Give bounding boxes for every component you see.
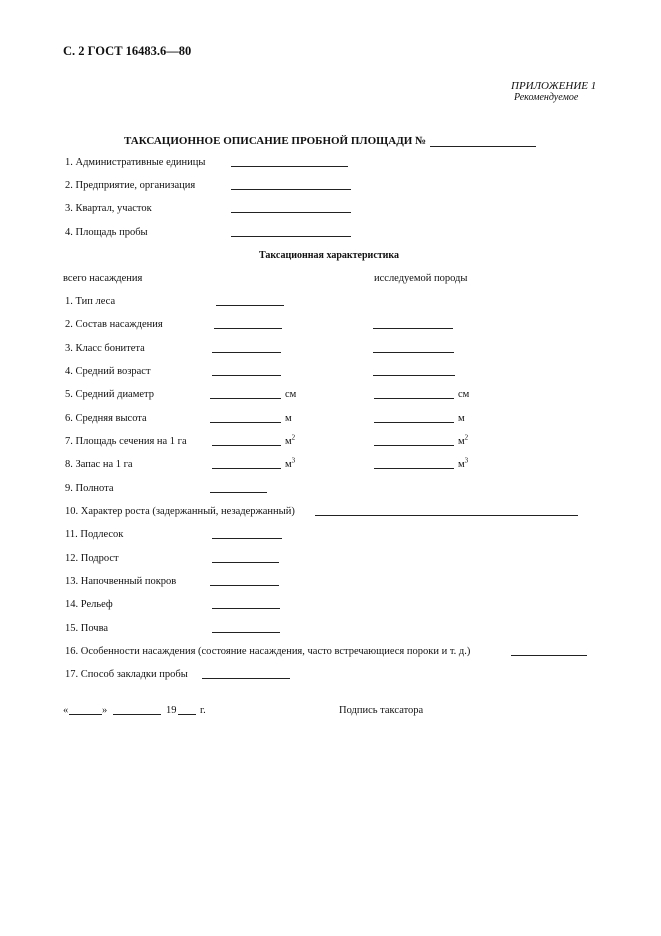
regrowth-field[interactable] (212, 562, 279, 563)
age-total-field[interactable] (212, 375, 281, 376)
row-label: 6. Средняя высота (65, 413, 147, 424)
item-label: 11. Подлесок (65, 529, 124, 540)
unit-label: $м^3$ (458, 456, 469, 470)
unit-label: $м^3$ (285, 456, 296, 470)
admin-units-field[interactable] (231, 166, 348, 167)
unit-label: см (458, 389, 470, 400)
growth-character-field[interactable] (315, 515, 578, 516)
day-field[interactable] (69, 714, 102, 715)
item-label: 15. Почва (65, 623, 109, 634)
general-item-label: 2. Предприятие, организация (65, 180, 196, 191)
density-field[interactable] (210, 492, 267, 493)
item-label: 10. Характер роста (задержанный, незадержанный) (65, 506, 295, 517)
diameter-species-field[interactable] (374, 398, 454, 399)
relief-field[interactable] (212, 608, 280, 609)
unit-label: см (285, 389, 297, 400)
height-species-field[interactable] (374, 422, 454, 423)
unit-label: м (285, 413, 292, 424)
unit-label: $м^2$ (458, 433, 469, 447)
unit-label: $м^2$ (285, 433, 296, 447)
item-label: 16. Особенности насаждения (состояние насаждения, часто встречающиеся пороки и т. д.) (65, 646, 471, 657)
row-label: 2. Состав насаждения (65, 319, 163, 330)
item-label: 14. Рельеф (65, 599, 113, 610)
general-item-label: 3. Квартал, участок (65, 203, 152, 214)
column-header-right: исследуемой породы (374, 273, 468, 284)
month-field[interactable] (113, 714, 161, 715)
plot-method-field[interactable] (202, 678, 290, 679)
stock-total-field[interactable] (212, 468, 281, 469)
document-header: С. 2 ГОСТ 16483.6—80 (63, 44, 192, 58)
basal-area-species-field[interactable] (374, 445, 454, 446)
plot-number-field[interactable] (430, 146, 536, 147)
year-suffix: г. (200, 705, 206, 716)
diameter-total-field[interactable] (210, 398, 281, 399)
unit-label: м (458, 413, 465, 424)
soil-field[interactable] (212, 632, 280, 633)
row-label: 1. Тип леса (65, 296, 116, 307)
quote-open: « (63, 705, 69, 716)
plot-area-field[interactable] (231, 236, 351, 237)
stock-species-field[interactable] (374, 468, 454, 469)
row-label: 3. Класс бонитета (65, 343, 145, 354)
height-total-field[interactable] (210, 422, 281, 423)
item-label: 17. Способ закладки пробы (65, 669, 188, 680)
row-label: 4. Средний возраст (65, 366, 151, 377)
year-field[interactable] (178, 714, 196, 715)
signature-label: Подпись таксатора (339, 705, 424, 716)
ground-cover-field[interactable] (210, 585, 279, 586)
undergrowth-field[interactable] (212, 538, 282, 539)
general-item-label: 4. Площадь пробы (65, 227, 148, 238)
basal-area-total-field[interactable] (212, 445, 281, 446)
row-label: 7. Площадь сечения на 1 га (65, 436, 187, 447)
row-label: 8. Запас на 1 га (65, 459, 133, 470)
forest-type-field[interactable] (216, 305, 284, 306)
age-species-field[interactable] (373, 375, 455, 376)
appendix-title: ПРИЛОЖЕНИЕ 1 (511, 80, 597, 92)
composition-species-field[interactable] (373, 328, 453, 329)
enterprise-field[interactable] (231, 189, 351, 190)
site-class-species-field[interactable] (373, 352, 454, 353)
form-title: ТАКСАЦИОННОЕ ОПИСАНИЕ ПРОБНОЙ ПЛОЩАДИ № (124, 135, 427, 147)
quote-close: » (102, 705, 108, 716)
year-prefix: 19 (166, 705, 177, 716)
item-label: 12. Подрост (65, 553, 119, 564)
stand-features-field[interactable] (511, 655, 587, 656)
column-header-left: всего насаждения (63, 273, 143, 284)
quarter-field[interactable] (231, 212, 351, 213)
site-class-total-field[interactable] (212, 352, 281, 353)
row-label: 9. Полнота (65, 483, 114, 494)
characteristics-title: Таксационная характеристика (259, 250, 400, 261)
appendix-subtitle: Рекомендуемое (514, 92, 579, 103)
item-label: 13. Напочвенный покров (65, 576, 177, 587)
composition-total-field[interactable] (214, 328, 282, 329)
general-item-label: 1. Административные единицы (65, 157, 206, 168)
row-label: 5. Средний диаметр (65, 389, 154, 400)
